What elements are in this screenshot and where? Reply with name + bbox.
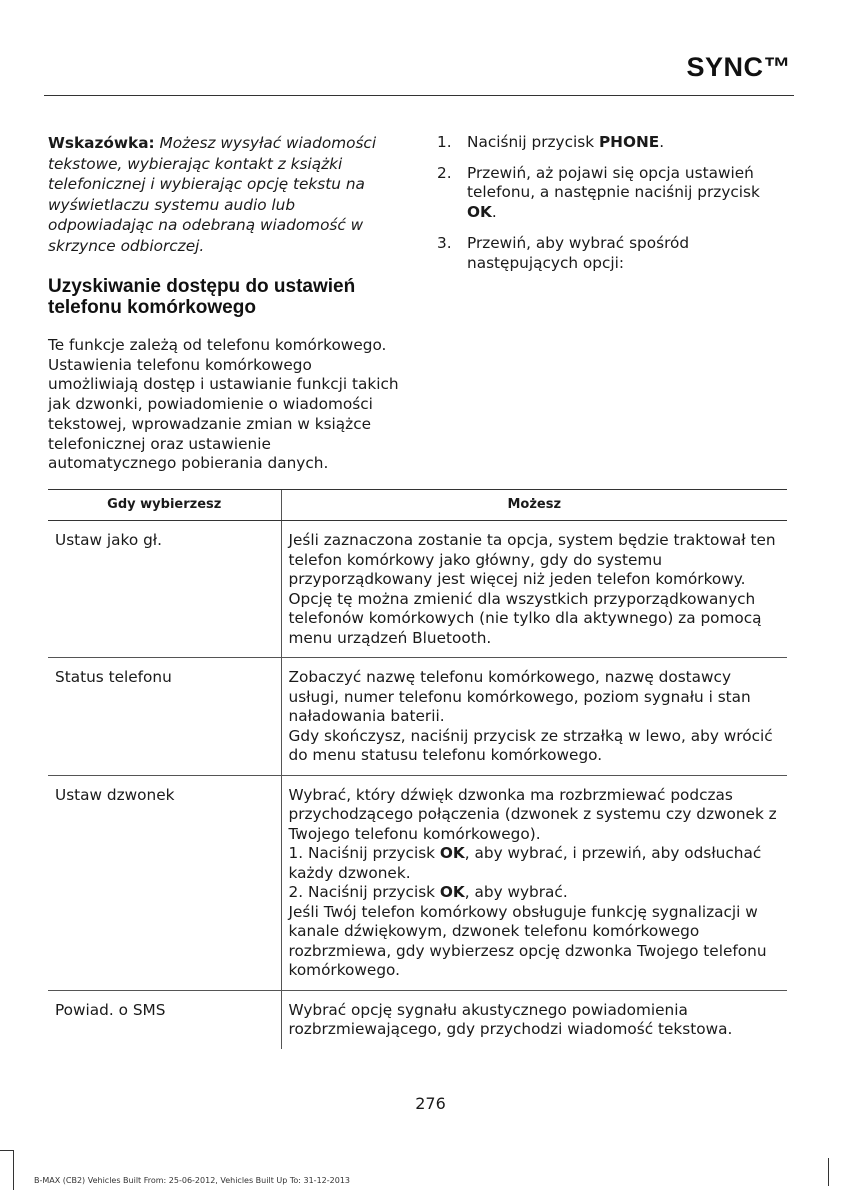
button-name: OK (467, 203, 492, 222)
table-row (48, 990, 787, 1049)
table-row (48, 775, 787, 990)
footer-text: B-MAX (CB2) Vehicles Built From: 25-06-2012, Vehicles Built Up To: 31-12-2013 (34, 1176, 350, 1185)
step-item (437, 234, 789, 273)
section-body: Te funkcje zależą od telefonu komórkowego. Ustawienia telefonu komórkowego umożliwiają dostęp i ustawianie funkcji takich jak dzwonki, powiadomienie o wiadomości tekstowej, wprowadzanie zmian w książce telefonicznej oraz ustawienie automatycznego pobierania danych. (48, 336, 399, 473)
section-heading: Uzyskiwanie dostępu do ustawień telefonu komórkowego (48, 276, 356, 318)
step-text: Przewiń, aby wybrać spośród następujących opcji: (467, 233, 690, 272)
step-number: 2. (437, 163, 452, 182)
page-title: SYNC™ (686, 52, 791, 82)
step-number: 3. (437, 233, 452, 252)
crop-mark (13, 1150, 14, 1190)
left-column (48, 133, 403, 474)
page-number: 276 (415, 1094, 446, 1113)
description-cell (281, 990, 787, 1049)
option-cell: Powiad. o SMS (55, 1000, 166, 1019)
option-cell: Ustaw jako gł. (48, 521, 281, 658)
note-paragraph (48, 133, 403, 256)
table-row (48, 658, 787, 776)
description-cell (281, 775, 787, 990)
description-cell (281, 521, 787, 658)
step-text: Naciśnij przycisk PHONE. (467, 133, 665, 151)
table-row (48, 521, 787, 658)
column-header-action: Możesz (281, 490, 787, 521)
step-text: Przewiń, aż pojawi się opcja ustawień telefonu, a następnie naciśnij przycisk OK. (467, 163, 760, 222)
option-cell: Ustaw dzwonek (48, 775, 281, 990)
step-item (437, 164, 789, 223)
column-header-option: Gdy wybierzesz (48, 490, 281, 521)
option-cell: Status telefonu (48, 658, 281, 776)
description-line: 2. Naciśnij przycisk OK, aby wybrać. (288, 883, 568, 901)
table-header-row (48, 490, 787, 521)
crop-mark (0, 1150, 13, 1151)
step-number: 1. (437, 133, 452, 151)
button-name: OK (439, 844, 465, 862)
step-item (437, 133, 789, 153)
description-line: Wybrać opcję sygnału akustycznego powiadomienia rozbrzmiewającego, gdy przychodzi wiadomość tekstowa. (288, 1000, 733, 1038)
button-name: PHONE (598, 133, 660, 151)
note-label: Wskazówka: (48, 134, 155, 152)
description-line: Wybrać, który dźwięk dzwonka ma rozbrzmiewać podczas przychodzącego połączenia (dzwonek z systemu czy dzwonek z Twojego telefonu komórkowego). (288, 785, 777, 843)
right-column (437, 133, 789, 284)
header-divider (44, 95, 794, 96)
note-text: Możesz wysyłać wiadomości tekstowe, wybierając kontakt z książki telefonicznej i wybierając opcję tekstu na wyświetlaczu systemu audio lub odpowiadając na odebraną wiadomość w skrzynce odbiorczej. (48, 134, 377, 255)
steps-list (437, 133, 789, 273)
description-line: 1. Naciśnij przycisk OK, aby wybrać, i przewiń, aby odsłuchać każdy dzwonek. (288, 844, 762, 882)
description-cell (281, 658, 787, 776)
phone-settings-table (48, 489, 787, 1049)
description-line: Jeśli Twój telefon komórkowy obsługuje funkcję sygnalizacji w kanale dźwiękowym, dzwonek telefonu komórkowego rozbrzmiewa, gdy wybierzesz opcję dzwonka Twojego telefonu komórkowego. (288, 902, 767, 979)
button-name: OK (439, 883, 465, 901)
description-line: Zobaczyć nazwę telefonu komórkowego, nazwę dostawcy usługi, numer telefonu komórkowego, poziom sygnału i stan naładowania baterii. (288, 668, 751, 725)
description-line: Gdy skończysz, naciśnij przycisk ze strzałką w lewo, aby wrócić do menu statusu telefonu komórkowego. (288, 726, 773, 764)
crop-mark (828, 1158, 829, 1186)
description-line: Jeśli zaznaczona zostanie ta opcja, system będzie traktował ten telefon komórkowy jako główny, gdy do systemu przyporządkowany jest więcej niż jeden telefon komórkowy. Opcję tę można zmienić dla wszystkich przyporządkowanych telefonów komórkowych (nie tylko dla aktywnego) za pomocą menu urządzeń Bluetooth. (288, 531, 776, 647)
